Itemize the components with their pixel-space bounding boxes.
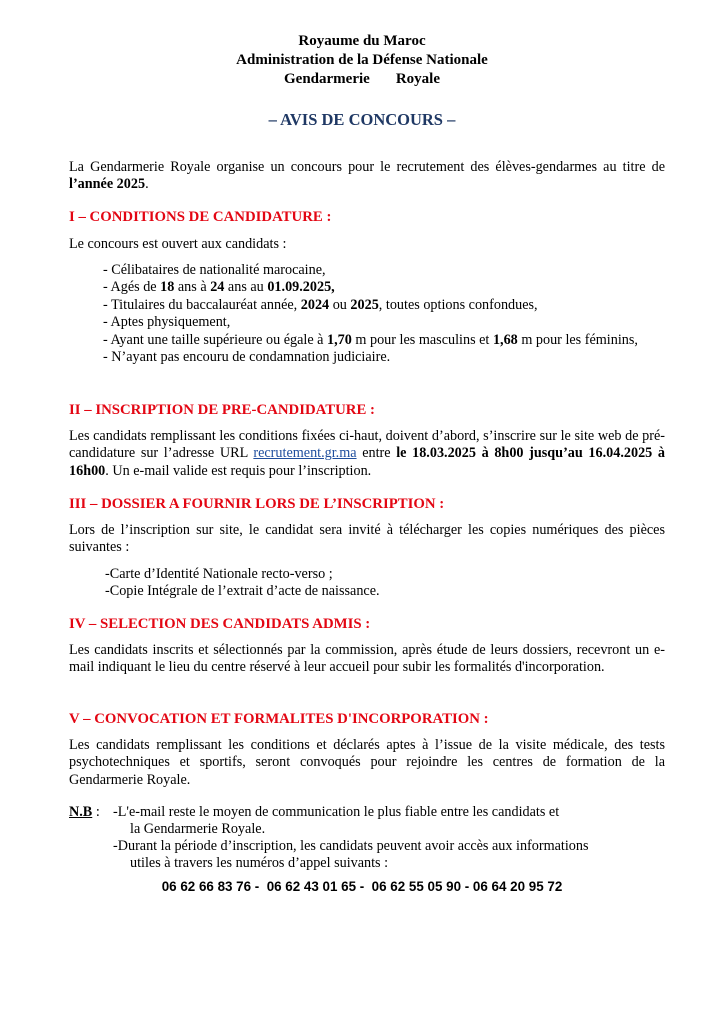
conditions-list <box>103 262 689 366</box>
list-item: -Carte d’Identité Nationale recto-verso ; <box>105 566 333 582</box>
notice-title: – AVIS DE CONCOURS – <box>268 110 456 129</box>
registration-link[interactable]: recrutement.gr.ma <box>253 445 357 462</box>
nb-note-2: -Durant la période d’inscription, les candidats peuvent avoir accès aux informations utiles à travers les numéros d’appel suivants : <box>113 838 589 872</box>
documents-list <box>105 566 380 601</box>
section4-heading: IV – SELECTION DES CANDIDATS ADMIS : <box>69 616 371 632</box>
nb-note-1: -L'e-mail reste le moyen de communication le plus fiable entre les candidats et la Gendarmerie Royale. <box>113 804 560 838</box>
section2-paragraph: Les candidats remplissant les conditions fixées ci-haut, doivent d’abord, s’inscrire sur le site web de pré-candidature sur l’adresse URL recrutement.gr.ma entre le 18.03.2025 à 8h00 jusqu’au 16.04.2025 à 16h00. Un e-mail valide est requis pour l’inscription. <box>69 428 666 479</box>
section3-paragraph: Lors de l’inscription sur site, le candidat sera invité à télécharger les copies numériques des pièces suivantes : <box>69 522 665 556</box>
phone-numbers: 06 62 66 83 76 - 06 62 43 01 65 - 06 62 55 05 90 - 06 64 20 95 72 <box>161 879 563 894</box>
list-item: - Agés de 18 ans à 24 ans au 01.09.2025, <box>103 279 335 296</box>
nb-label: N.B : <box>69 804 100 820</box>
list-item: - Célibataires de nationalité marocaine, <box>103 262 326 278</box>
intro-paragraph: La Gendarmerie Royale organise un concours pour le recrutement des élèves-gendarmes au titre de l’année 2025. <box>69 159 665 193</box>
section1-lead: Le concours est ouvert aux candidats : <box>69 236 287 252</box>
header-administration: Administration de la Défense Nationale <box>236 52 488 68</box>
header-gendarmerie: Gendarmerie Royale <box>284 71 440 87</box>
section5-paragraph: Les candidats remplissant les conditions et déclarés aptes à l’issue de la visite médicale, des tests psychotechniques et sportifs, seront convoqués pour rejoindre les centres de formation de la Gendarmerie Royale. <box>69 737 665 788</box>
section2-heading: II – INSCRIPTION DE PRE-CANDIDATURE : <box>69 402 375 418</box>
document-header <box>0 32 724 89</box>
list-item: - Aptes physiquement, <box>103 314 231 331</box>
section4-paragraph: Les candidats inscrits et sélectionnés par la commission, après étude de leurs dossiers, recevront un e-mail indiquant le lieu du centre réservé à leur accueil pour subir les formalités d'incorporation. <box>69 642 665 676</box>
section5-heading: V – CONVOCATION ET FORMALITES D'INCORPORATION : <box>69 711 489 727</box>
list-item: -Copie Intégrale de l’extrait d’acte de naissance. <box>105 583 380 600</box>
list-item: - Ayant une taille supérieure ou égale à 1,70 m pour les masculins et 1,68 m pour les féminins, <box>103 331 638 348</box>
header-kingdom: Royaume du Maroc <box>298 33 426 49</box>
list-item: - Titulaires du baccalauréat année, 2024 ou 2025, toutes options confondues, <box>103 296 538 313</box>
section1-heading: I – CONDITIONS DE CANDIDATURE : <box>69 209 332 225</box>
section3-heading: III – DOSSIER A FOURNIR LORS DE L’INSCRIPTION : <box>69 496 445 512</box>
list-item: - N’ayant pas encouru de condamnation judiciaire. <box>103 349 391 366</box>
